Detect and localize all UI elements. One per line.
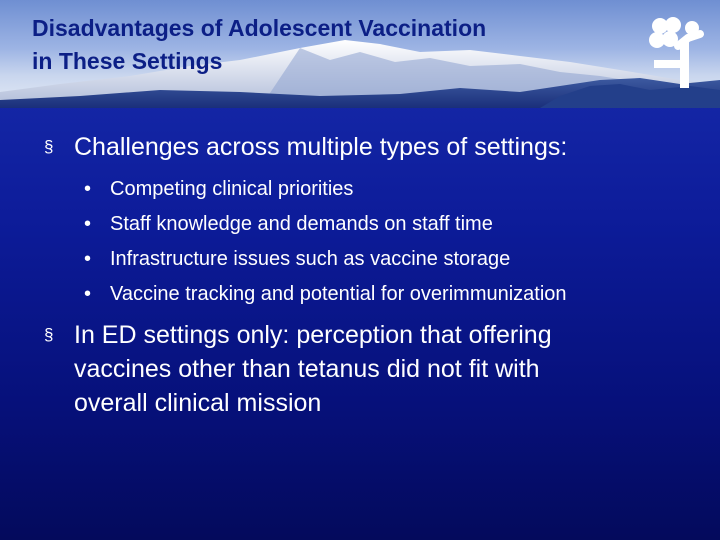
bullet-dot-icon: •	[84, 178, 92, 200]
bullet-challenges	[44, 130, 704, 164]
sub-bullet	[44, 207, 704, 242]
sub-bullet-text: Vaccine tracking and potential for overimmunization	[110, 283, 567, 305]
sub-bullet	[44, 242, 704, 277]
slide-title	[32, 12, 486, 78]
section-marker-icon: §	[44, 137, 54, 156]
challenges-sublist	[44, 172, 704, 312]
bullet-ed-line-1: In ED settings only: perception that offering	[74, 321, 552, 349]
bullet-dot-icon: •	[84, 248, 92, 270]
header-banner	[0, 0, 720, 108]
sub-bullet-text: Staff knowledge and demands on staff time	[110, 213, 493, 235]
slide-title-line-2: in These Settings	[32, 48, 223, 74]
sub-bullet-text: Competing clinical priorities	[110, 178, 354, 200]
bullet-ed-line-2: vaccines other than tetanus did not fit with	[74, 355, 540, 383]
bullet-ed-line-3: overall clinical mission	[74, 389, 322, 417]
bullet-ed-settings	[44, 318, 704, 420]
bullet-dot-icon: •	[84, 283, 92, 305]
figure-logo-icon	[648, 16, 706, 90]
slide-title-line-1: Disadvantages of Adolescent Vaccination	[32, 15, 487, 41]
section-marker-icon: §	[44, 325, 54, 344]
sub-bullet-text: Infrastructure issues such as vaccine storage	[110, 248, 511, 270]
bullet-challenges-text: Challenges across multiple types of settings:	[74, 133, 568, 161]
sub-bullet	[44, 277, 704, 312]
sub-bullet	[44, 172, 704, 207]
slide-body	[44, 130, 704, 420]
bullet-dot-icon: •	[84, 213, 92, 235]
